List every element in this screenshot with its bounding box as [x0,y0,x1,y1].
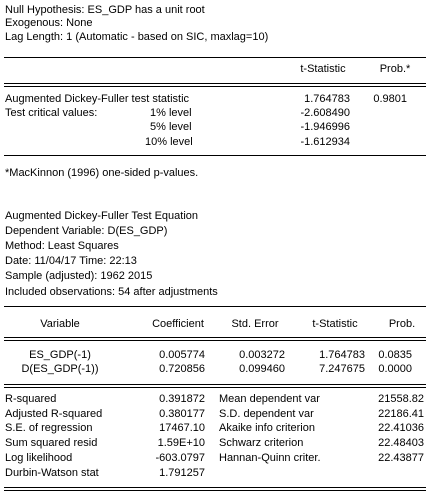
stat-value: 22186.41 [378,408,424,420]
method: Method: Least Squares [5,240,119,252]
lag-length: Lag Length: 1 (Automatic - based on SIC, maxlag=10) [5,31,269,43]
col-header-tstatistic: t-Statistic [312,318,358,330]
variable-name: D(ES_GDP(-1)) [21,363,99,375]
adf-statistic-value: 1.764783 [304,93,350,105]
std-error-value: 0.099460 [239,363,285,375]
footnote: *MacKinnon (1996) one-sided p-values. [5,167,199,179]
critical-values-label: Test critical values: [5,107,98,119]
stat-value: 22.48403 [378,437,424,449]
stat-value: 1.791257 [159,467,205,479]
divider [4,155,426,156]
stat-label: Hannan-Quinn criter. [219,452,321,464]
col-header-tstatistic: t-Statistic [300,63,346,75]
stat-value: 22.43877 [378,452,424,464]
divider [4,340,426,341]
divider [4,490,426,491]
divider [4,83,426,84]
std-error-value: 0.003272 [239,349,285,361]
stat-label: Durbin-Watson stat [5,467,99,479]
coefficient-value: 0.005774 [159,349,205,361]
critical-level: 10% level [145,136,193,148]
stat-label: Schwarz criterion [219,437,304,449]
coefficient-value: 0.720856 [159,363,205,375]
divider [4,86,426,87]
divider [4,337,426,338]
dependent-variable: Dependent Variable: D(ES_GDP) [5,225,168,237]
tstatistic-value: 7.247675 [319,363,365,375]
stat-label: Adjusted R-squared [5,408,103,420]
adf-statistic-label: Augmented Dickey-Fuller test statistic [5,93,190,105]
prob-value: 0.0000 [378,363,412,375]
stat-value: 21558.82 [378,393,424,405]
stat-label: Akaike info criterion [219,422,315,434]
stat-label: Mean dependent var [219,393,320,405]
stat-value: -603.0797 [155,452,205,464]
tstatistic-value: 1.764783 [319,349,365,361]
divider [4,487,426,488]
stat-label: Sum squared resid [5,437,98,449]
col-header-variable: Variable [40,318,80,330]
stat-value: 22.41036 [378,422,424,434]
stat-value: 1.59E+10 [157,437,205,449]
sample: Sample (adjusted): 1962 2015 [5,270,153,282]
critical-value: -1.612934 [300,136,350,148]
critical-value: -1.946996 [300,121,350,133]
date-time: Date: 11/04/17 Time: 22:13 [5,255,137,267]
col-header-coefficient: Coefficient [152,318,204,330]
divider [4,306,426,307]
stat-label: S.D. dependent var [219,408,314,420]
stat-label: Log likelihood [5,452,73,464]
exogenous: Exogenous: None [5,17,93,29]
col-header-std-error: Std. Error [231,318,279,330]
stat-label: S.E. of regression [5,422,93,434]
stat-value: 0.391872 [159,393,205,405]
equation-title: Augmented Dickey-Fuller Test Equation [5,210,199,222]
observations: Included observations: 54 after adjustments [5,286,218,298]
adf-probability: 0.9801 [373,93,407,105]
critical-value: -2.608490 [300,107,350,119]
stat-value: 0.380177 [159,408,205,420]
divider [4,57,426,58]
variable-name: ES_GDP(-1) [29,349,91,361]
critical-level: 1% level [150,107,192,119]
critical-level: 5% level [150,121,192,133]
col-header-prob: Prob.* [379,63,411,75]
stat-value: 17467.10 [159,422,205,434]
prob-value: 0.0835 [378,349,412,361]
col-header-prob: Prob. [388,318,416,330]
stat-label: R-squared [5,393,57,405]
null-hypothesis: Null Hypothesis: ES_GDP has a unit root [5,4,205,16]
divider [4,387,426,388]
divider [4,384,426,385]
